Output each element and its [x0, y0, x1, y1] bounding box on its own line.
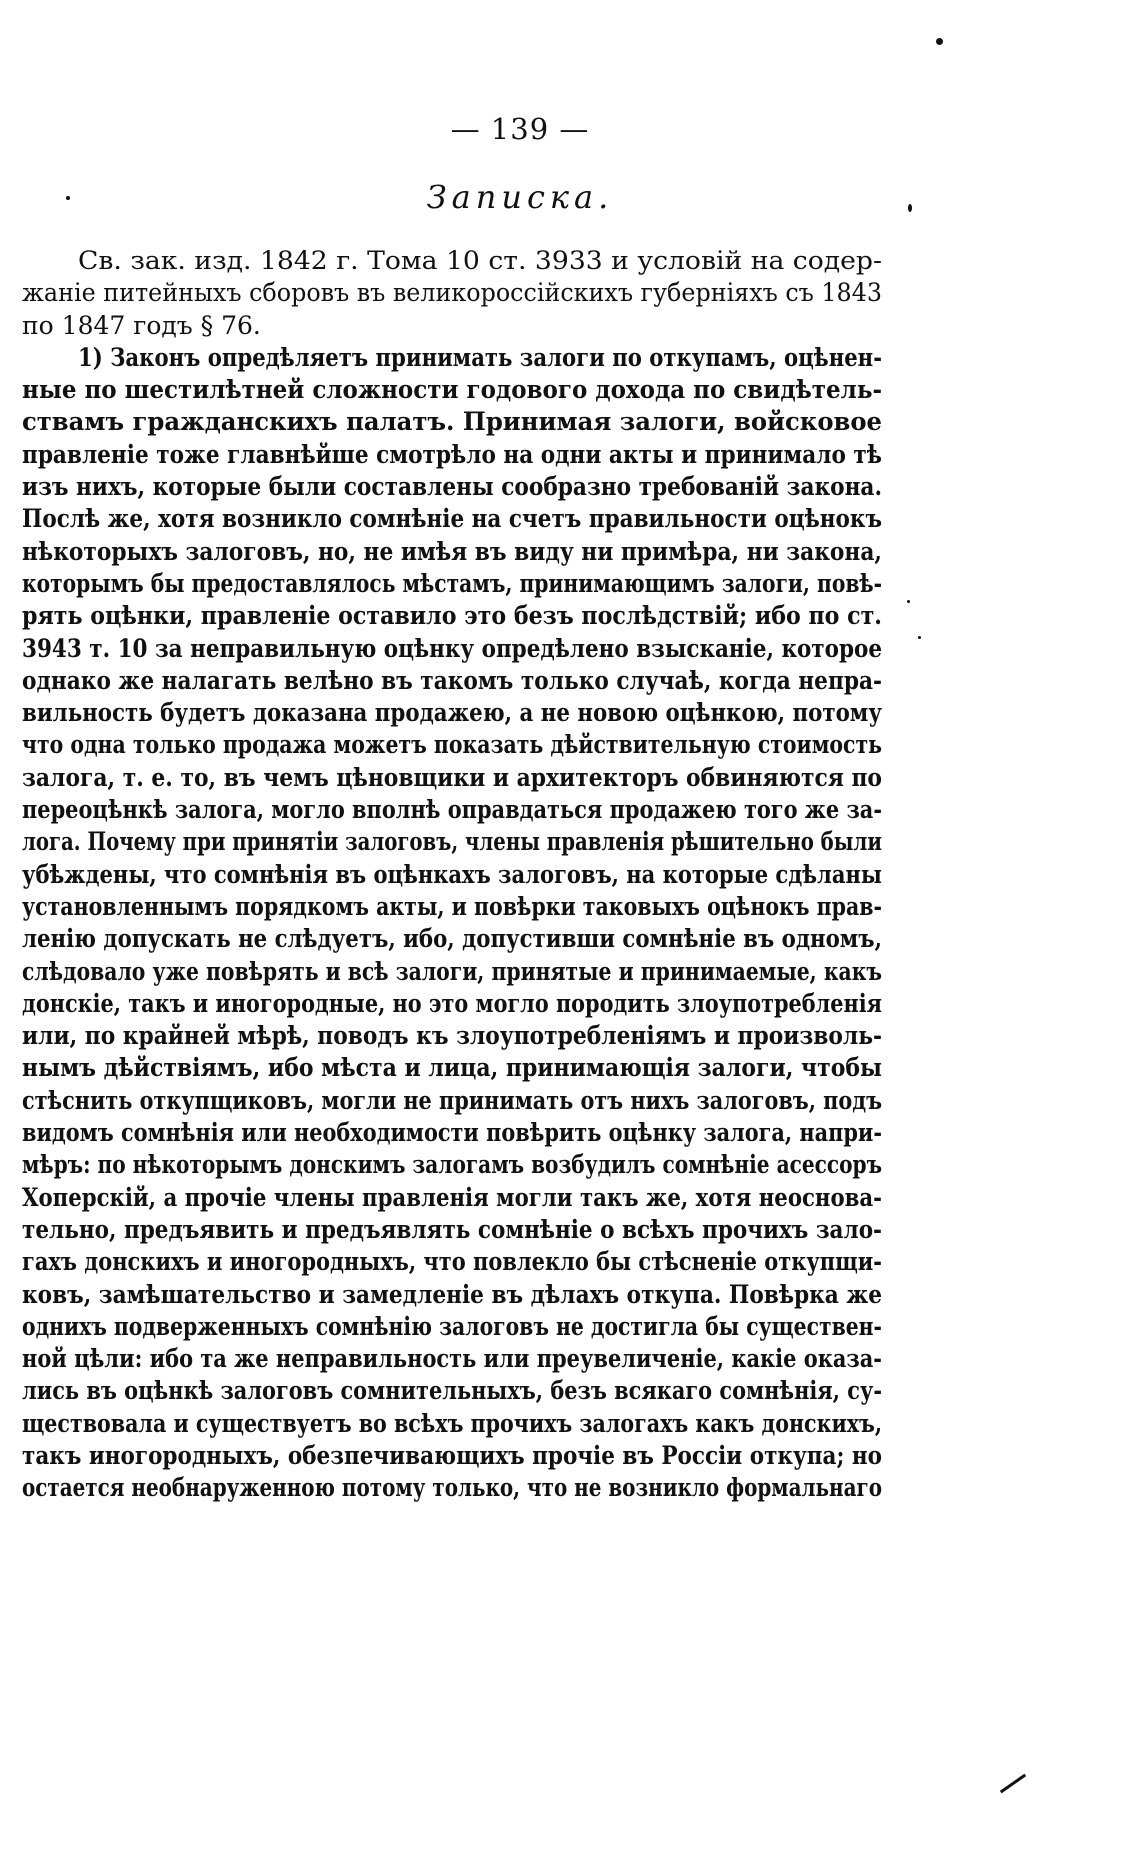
text-line: лись въ оцѣнкѣ залоговъ сомнительныхъ, безъ всякаго сомнѣнія, су-	[22, 1376, 882, 1406]
text-line: убѣждены, что сомнѣнія въ оцѣнкахъ залоговъ, на которые сдѣланы	[22, 859, 882, 889]
text-line: остается необнаруженною потому только, что не возникло формальнаго	[22, 1473, 882, 1503]
text-line: мѣръ: по нѣкоторымъ донскимъ залогамъ возбудилъ сомнѣніе асессоръ	[22, 1150, 882, 1180]
text-line: тельно, предъявить и предъявлять сомнѣніе о всѣхъ прочихъ зало-	[22, 1214, 882, 1244]
print-speck	[936, 38, 943, 45]
text-line: однако же налагать велѣно въ такомъ только случаѣ, когда непра-	[22, 665, 882, 695]
text-line: однихъ подверженныхъ сомнѣнію залоговъ не достигла бы существен-	[22, 1311, 882, 1341]
text-line: 3943 т. 10 за неправильную оцѣнку опредѣлено взысканіе, которое	[22, 633, 882, 663]
text-line: по 1847 годъ § 76.	[22, 310, 261, 340]
text-line: Св. зак. изд. 1842 г. Тома 10 ст. 3933 и условій на содер-	[78, 246, 882, 275]
text-line: нымъ дѣйствіямъ, ибо мѣста и лица, принимающія залоги, чтобы	[22, 1053, 882, 1083]
text-line: изъ нихъ, которые были составлены сообразно требованій закона.	[22, 472, 882, 502]
text-line: гахъ донскихъ и иногородныхъ, что повлекло бы стѣсненіе откупщи-	[22, 1247, 882, 1277]
print-speck	[66, 196, 70, 200]
text-line: ленію допускать не слѣдуетъ, ибо, допустивши сомнѣніе въ одномъ,	[22, 924, 882, 954]
text-line: правленіе тоже главнѣйше смотрѣло на одни акты и принимало тѣ	[22, 439, 882, 469]
text-line: ковъ, замѣшательство и замедленіе въ дѣлахъ откупа. Повѣрка же	[22, 1279, 882, 1309]
text-line: видомъ сомнѣнія или необходимости повѣрить оцѣнку залога, напри-	[22, 1118, 882, 1148]
text-line: которымъ бы предоставлялось мѣстамъ, принимающимъ залоги, повѣ-	[22, 568, 882, 598]
print-speck	[918, 636, 921, 639]
text-line: лога. Почему при принятіи залоговъ, члены правленія рѣшительно были	[22, 827, 883, 857]
text-line: переоцѣнкѣ залога, могло вполнѣ оправдаться продажею того же за-	[22, 795, 882, 825]
text-line: стѣснить откупщиковъ, могли не принимать отъ нихъ залоговъ, подъ	[22, 1085, 882, 1115]
pen-mark	[1000, 1774, 1026, 1794]
print-speck	[908, 204, 912, 212]
text-line: установленнымъ порядкомъ акты, и повѣрки таковыхъ оцѣнокъ прав-	[22, 891, 882, 921]
text-line: такъ иногородныхъ, обезпечивающихъ прочіе въ Россіи откупа; но	[22, 1440, 882, 1470]
text-line: ной цѣли: ибо та же неправильность или преувеличеніе, какіе оказа-	[22, 1344, 882, 1374]
text-line: что одна только продажа можетъ показать дѣйствительную стоимость	[22, 730, 882, 760]
page-number: — 139 —	[450, 112, 590, 146]
text-line: ные по шестилѣтней сложности годового дохода по свидѣтель-	[22, 375, 882, 405]
text-line: ществовала и существуетъ во всѣхъ прочихъ залогахъ какъ донскихъ,	[22, 1408, 882, 1438]
page-heading: Записка.	[426, 178, 614, 216]
text-line: донскіе, такъ и иногородные, но это могло породить злоупотребленія	[22, 988, 882, 1018]
text-line: ствамъ гражданскихъ палатъ. Принимая залоги, войсковое	[22, 407, 882, 437]
text-line: 1) Законъ опредѣляетъ принимать залоги по откупамъ, оцѣнен-	[78, 342, 882, 372]
print-speck	[907, 600, 910, 603]
text-line: жаніе питейныхъ сборовъ въ великороссійскихъ губерніяхъ съ 1843	[22, 278, 882, 308]
text-line: слѣдовало уже повѣрять и всѣ залоги, принятые и принимаемые, какъ	[22, 956, 882, 986]
text-line: рять оцѣнки, правленіе оставило это безъ послѣдствій; ибо по ст.	[22, 601, 882, 631]
text-line: или, по крайней мѣрѣ, поводъ къ злоупотребленіямъ и произволь-	[22, 1021, 882, 1051]
text-line: залога, т. е. то, въ чемъ цѣновщики и архитекторъ обвиняются по	[22, 762, 882, 792]
text-line: нѣкоторыхъ залоговъ, но, не имѣя въ виду ни примѣра, ни закона,	[22, 536, 882, 566]
text-line: Хоперскій, а прочіе члены правленія могли такъ же, хотя неоснова-	[22, 1182, 882, 1212]
text-line: Послѣ же, хотя возникло сомнѣніе на счетъ правильности оцѣнокъ	[22, 504, 882, 534]
text-line: вильность будетъ доказана продажею, а не новою оцѣнкою, потому	[22, 698, 882, 728]
body-text	[22, 245, 882, 1505]
